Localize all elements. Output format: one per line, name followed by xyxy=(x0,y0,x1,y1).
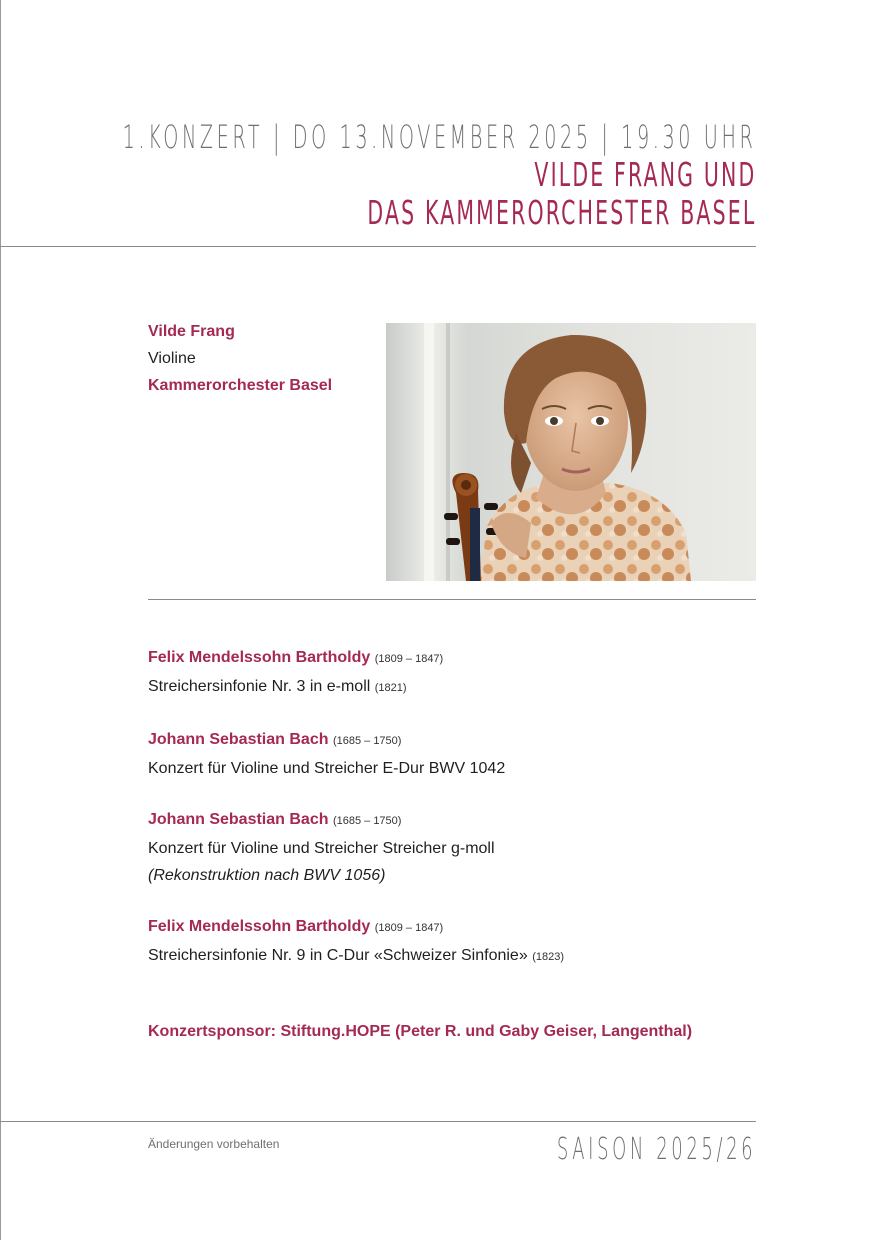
performer-role: Violine xyxy=(148,350,196,367)
composer-name: Felix Mendelssohn Bartholdy xyxy=(148,649,371,666)
header-divider xyxy=(0,246,756,247)
performers-list xyxy=(148,318,332,399)
composer-dates: (1809 – 1847) xyxy=(374,922,444,934)
artist-portrait-illustration xyxy=(386,323,756,581)
concert-title-line-2: DAS KAMMERORCHESTER BASEL xyxy=(366,193,756,232)
piece-year: (1823) xyxy=(532,951,564,963)
concert-title-line-1: VILDE FRANG UND xyxy=(533,155,756,194)
performer-name: Vilde Frang xyxy=(148,323,235,340)
concert-sponsor: Konzertsponsor: Stiftung.HOPE (Peter R. und Gaby Geiser, Langenthal) xyxy=(148,1023,693,1040)
program-item xyxy=(148,806,564,889)
piece-title: Streichersinfonie Nr. 3 in e-moll xyxy=(148,678,371,695)
concert-date-line: 1.KONZERT | DO 13.NOVEMBER 2025 | 19.30 UHR xyxy=(122,118,756,156)
composer-name: Johann Sebastian Bach xyxy=(148,731,329,748)
footer-divider xyxy=(0,1121,756,1122)
program-divider xyxy=(148,599,756,600)
piece-title: Konzert für Violine und Streicher Streicher g-moll xyxy=(148,840,495,857)
program-item xyxy=(148,726,564,782)
composer-dates: (1685 – 1750) xyxy=(332,815,402,827)
piece-note: (Rekonstruktion nach BWV 1056) xyxy=(148,867,386,884)
concert-header xyxy=(0,118,756,232)
piece-title: Konzert für Violine und Streicher E-Dur BWV 1042 xyxy=(148,760,506,777)
composer-dates: (1809 – 1847) xyxy=(374,653,444,665)
program-item xyxy=(148,913,564,971)
season-label: SAISON 2025/26 xyxy=(556,1132,756,1167)
piece-year: (1821) xyxy=(374,682,407,694)
piece-title: Streichersinfonie Nr. 9 in C-Dur «Schweizer Sinfonie» xyxy=(148,947,528,964)
artist-photo xyxy=(386,323,756,581)
composer-name: Johann Sebastian Bach xyxy=(148,811,329,828)
changes-disclaimer: Änderungen vorbehalten xyxy=(148,1137,280,1151)
ensemble-name: Kammerorchester Basel xyxy=(148,377,333,394)
composer-name: Felix Mendelssohn Bartholdy xyxy=(148,918,371,935)
program-list xyxy=(148,644,564,995)
program-item xyxy=(148,644,564,702)
composer-dates: (1685 – 1750) xyxy=(332,735,402,747)
